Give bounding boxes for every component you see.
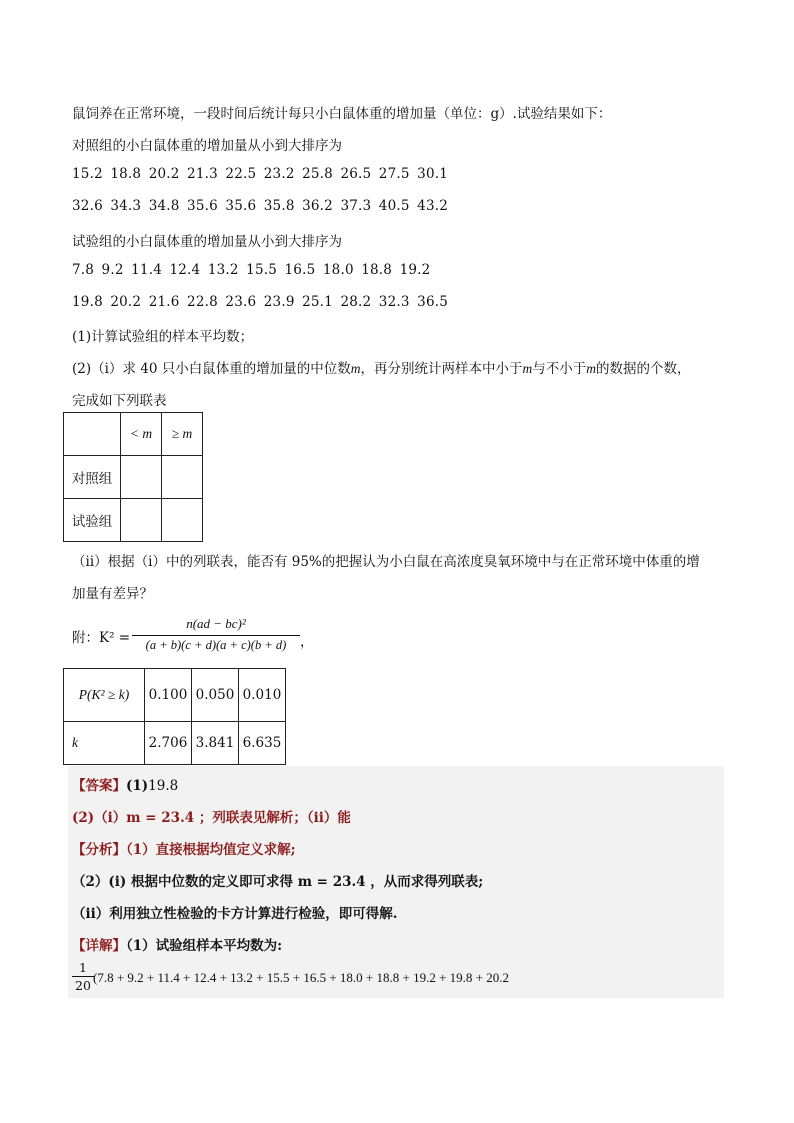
test-data-row-2: 19.8 20.2 21.6 22.8 23.6 23.9 25.1 28.2 32.3 36.5 bbox=[72, 294, 449, 310]
question-1: (1)计算试验组的样本平均数； bbox=[72, 329, 254, 345]
control-data-row-2: 32.6 34.3 34.8 35.6 35.6 35.8 36.2 37.3 40.5 43.2 bbox=[72, 198, 449, 214]
k-table-label-k: k bbox=[64, 722, 145, 765]
table-header-less-m: < m bbox=[121, 413, 162, 456]
detail-fraction bbox=[72, 960, 94, 993]
analysis-line-3: （ⅱ）利用独立性检验的卡方计算进行检验，即可得解. bbox=[72, 906, 398, 922]
critical-value-table bbox=[63, 668, 286, 765]
k-table-cell: 2.706 bbox=[145, 722, 192, 765]
formula-numerator: n(ad − bc)² bbox=[186, 616, 246, 631]
detail-fraction-numerator: 1 bbox=[79, 960, 87, 975]
problem-line-2: 对照组的小白鼠体重的增加量从小到大排序为 bbox=[72, 138, 342, 154]
table-cell bbox=[121, 499, 162, 542]
table-cell bbox=[121, 456, 162, 499]
question-2-ii-line-1: （ⅱ）根据（ⅰ）中的列联表，能否有 95%的把握认为小白鼠在高浓度臭氧环境中与在正常环境中体重的增 bbox=[72, 554, 700, 570]
k-table-cell: 0.010 bbox=[239, 669, 286, 722]
k-table-cell: 3.841 bbox=[192, 722, 239, 765]
answer-line-1: 【答案】(1)19.8 bbox=[72, 778, 179, 794]
contingency-table bbox=[63, 412, 203, 542]
detail-fraction-denominator: 20 bbox=[75, 978, 91, 993]
table-row-label-test: 试验组 bbox=[64, 499, 121, 542]
k-table-cell: 0.100 bbox=[145, 669, 192, 722]
detail-fraction-bar bbox=[72, 976, 94, 977]
table-cell-empty bbox=[64, 413, 121, 456]
table-cell bbox=[162, 456, 203, 499]
test-data-row-1: 7.8 9.2 11.4 12.4 13.2 15.5 16.5 18.0 18.8 19.2 bbox=[72, 262, 431, 278]
answer-line-2: (2)（ⅰ）m = 23.4 ；列联表见解析；（ⅱ）能 bbox=[72, 810, 351, 826]
table-row-label-control: 对照组 bbox=[64, 456, 121, 499]
detail-expression: (7.8 + 9.2 + 11.4 + 12.4 + 13.2 + 15.5 + 16.5 + 18.0 + 18.8 + 19.2 + 19.8 + 20.2 bbox=[93, 970, 509, 985]
problem-line-5: 试验组的小白鼠体重的增加量从小到大排序为 bbox=[72, 234, 342, 250]
fraction-bar bbox=[132, 635, 300, 636]
k-table-cell: 0.050 bbox=[192, 669, 239, 722]
control-data-row-1: 15.2 18.8 20.2 21.3 22.5 23.2 25.8 26.5 27.5 30.1 bbox=[72, 166, 449, 182]
question-2-table-instruction: 完成如下列联表 bbox=[72, 393, 167, 409]
problem-line-1: 鼠饲养在正常环境，一段时间后统计每只小白鼠体重的增加量（单位：g）.试验结果如下： bbox=[72, 106, 612, 122]
k-table-cell: 6.635 bbox=[239, 722, 286, 765]
k-table-label-p: P(K² ≥ k) bbox=[64, 669, 145, 722]
question-2-ii-line-2: 加量有差异？ bbox=[72, 586, 153, 602]
formula-fraction bbox=[132, 616, 300, 653]
chi-square-formula bbox=[72, 612, 332, 658]
formula-prefix: 附：K² = bbox=[72, 630, 131, 646]
formula-suffix: ， bbox=[300, 634, 314, 650]
question-2-i: (2)（ⅰ）求 40 只小白鼠体重的增加量的中位数m，再分别统计两样本中小于m与不小于m的数据的个数， bbox=[72, 361, 691, 377]
detail-line-1: 【详解】（1）试验组样本平均数为: bbox=[72, 938, 283, 954]
analysis-line-1: 【分析】（1）直接根据均值定义求解; bbox=[72, 842, 296, 858]
formula-denominator: (a + b)(c + d)(a + c)(b + d) bbox=[145, 638, 287, 652]
analysis-line-2: （2）(ⅰ) 根据中位数的定义即可求得 m = 23.4 ，从而求得列联表; bbox=[72, 874, 484, 890]
table-header-geq-m: ≥ m bbox=[162, 413, 203, 456]
table-cell bbox=[162, 499, 203, 542]
